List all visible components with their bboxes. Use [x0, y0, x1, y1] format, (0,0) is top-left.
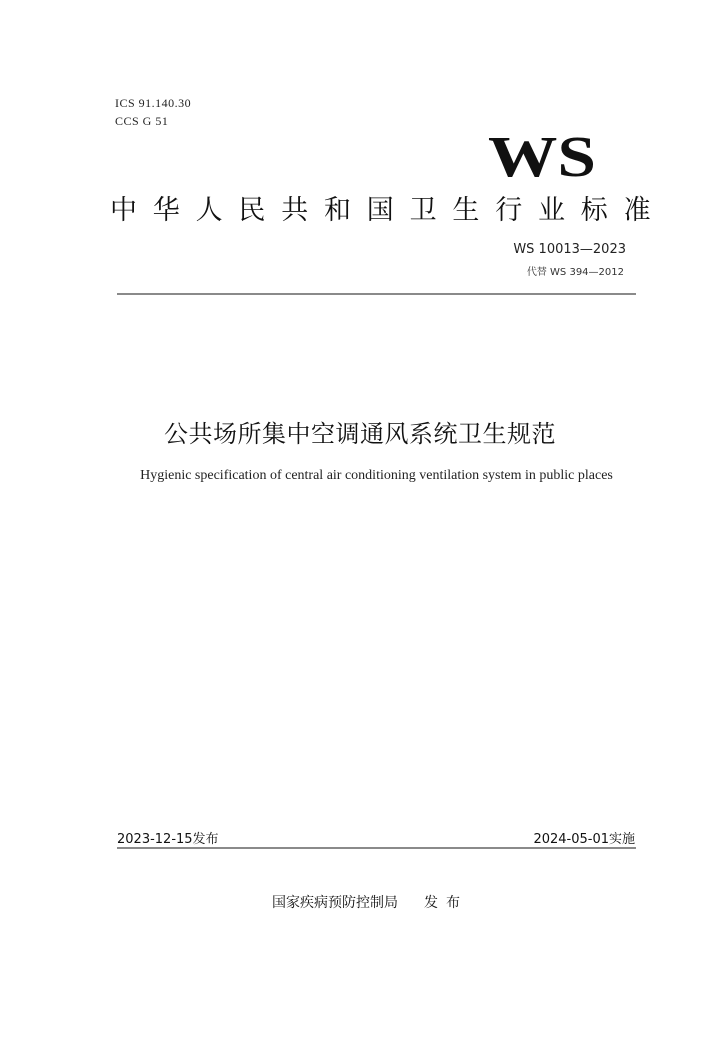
ics-code: ICS 91.140.30 — [115, 96, 192, 110]
bottom-divider — [117, 847, 636, 849]
ws-logo — [488, 128, 598, 184]
ccs-code: CCS G 51 — [115, 114, 169, 128]
publisher-line — [0, 892, 720, 912]
title-chinese: 公共场所集中空调通风系统卫生规范 — [164, 420, 556, 448]
top-divider — [117, 293, 636, 295]
title-english: Hygienic specification of central air conditioning ventilation system in public places — [140, 468, 613, 483]
standard-type: 中华人民共和国卫生行业标准 — [110, 195, 667, 226]
publisher-name: 国家疾病预防控制局 — [272, 895, 398, 911]
implementation-date: 2024-05-01实施 — [533, 832, 635, 847]
standard-number: WS 10013—2023 — [513, 242, 626, 257]
issued-label: 发布 — [424, 895, 468, 911]
ws-logo-text: WS — [488, 128, 596, 184]
issue-date: 2023-12-15发布 — [117, 832, 219, 847]
replaces-standard: 代替 WS 394—2012 — [526, 267, 624, 278]
